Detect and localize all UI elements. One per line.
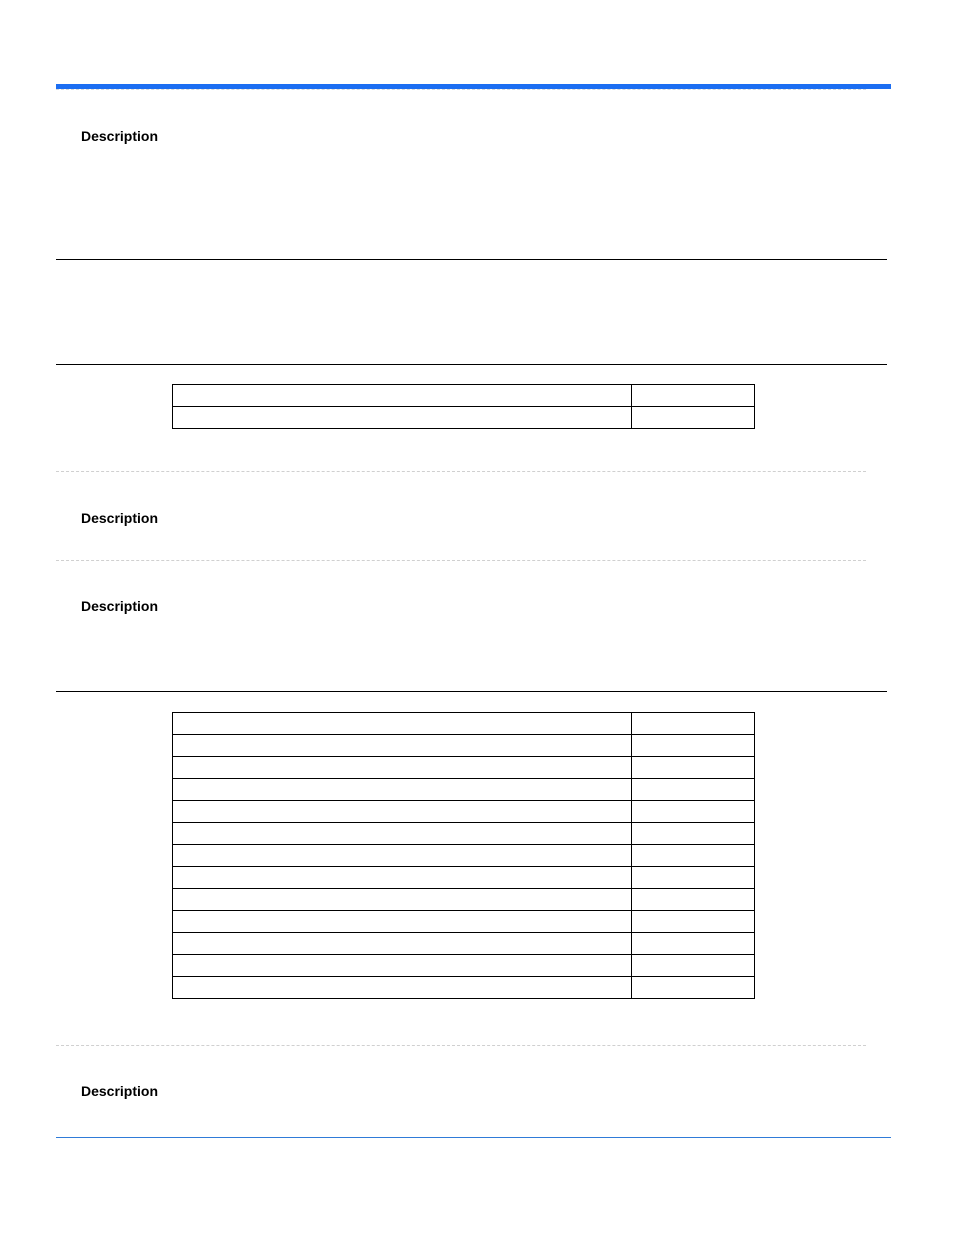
header-dashed-divider — [56, 89, 866, 90]
table-cell — [173, 977, 632, 999]
table-row — [173, 867, 755, 889]
table-cell — [631, 757, 754, 779]
section-heading-3: Description — [81, 598, 159, 614]
table-row — [173, 933, 755, 955]
table-row — [173, 911, 755, 933]
table-cell — [631, 889, 754, 911]
table-cell — [631, 977, 754, 999]
table-cell — [631, 385, 754, 407]
table-cell — [173, 911, 632, 933]
table-row — [173, 407, 755, 429]
table-row — [173, 713, 755, 735]
table-cell — [173, 757, 632, 779]
dashed-divider-2 — [56, 560, 866, 561]
table-cell — [631, 801, 754, 823]
table-cell — [173, 955, 632, 977]
dashed-divider-3 — [56, 1045, 866, 1046]
table-row — [173, 955, 755, 977]
table-cell — [173, 779, 632, 801]
table-cell — [173, 713, 632, 735]
table-row — [173, 757, 755, 779]
table-row — [173, 735, 755, 757]
table-cell — [173, 801, 632, 823]
table-row — [173, 845, 755, 867]
table-cell — [173, 823, 632, 845]
table-row — [173, 889, 755, 911]
table-cell — [173, 933, 632, 955]
table-cell — [631, 955, 754, 977]
table-cell — [173, 735, 632, 757]
table-cell — [631, 735, 754, 757]
horizontal-rule-1 — [56, 259, 887, 260]
table-cell — [173, 845, 632, 867]
table-row — [173, 385, 755, 407]
table-cell — [173, 407, 632, 429]
section-heading-4: Description — [81, 1083, 159, 1099]
table-cell — [631, 823, 754, 845]
data-table-2 — [172, 712, 755, 999]
table-cell — [631, 407, 754, 429]
table-cell — [631, 933, 754, 955]
horizontal-rule-2 — [56, 364, 887, 365]
data-table-1 — [172, 384, 755, 429]
table-cell — [631, 713, 754, 735]
horizontal-rule-3 — [56, 691, 887, 692]
table-cell — [173, 889, 632, 911]
table-cell — [631, 911, 754, 933]
table-row — [173, 823, 755, 845]
table-row — [173, 779, 755, 801]
footer-rule — [56, 1137, 891, 1138]
table-row — [173, 801, 755, 823]
table-cell — [631, 845, 754, 867]
table-cell — [173, 867, 632, 889]
table-cell — [173, 385, 632, 407]
table-cell — [631, 779, 754, 801]
table-cell — [631, 867, 754, 889]
dashed-divider-1 — [56, 471, 866, 472]
section-heading-1: Description — [81, 128, 159, 144]
section-heading-2: Description — [81, 510, 159, 526]
table-row — [173, 977, 755, 999]
